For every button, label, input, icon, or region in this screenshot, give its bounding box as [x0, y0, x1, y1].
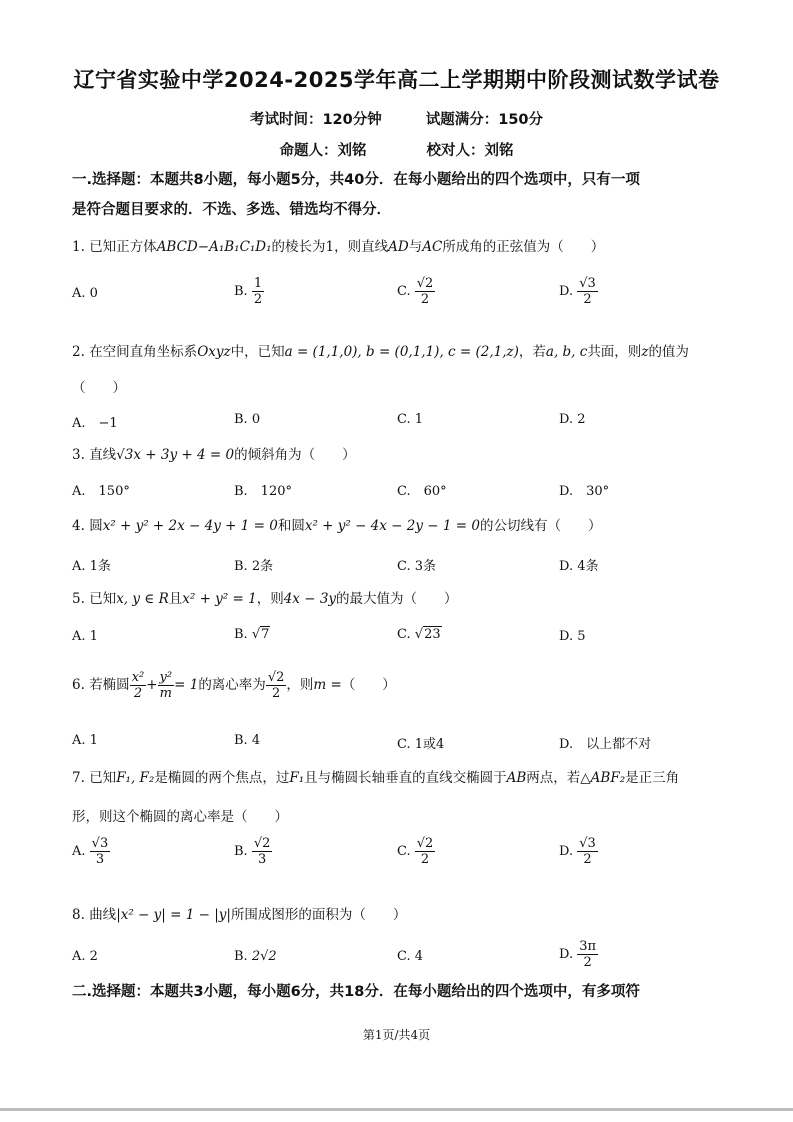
q2-option-b: B. 0 — [234, 412, 261, 427]
q2-option-c: C. 1 — [397, 412, 424, 427]
question-1: 1. 已知正方体ABCD−A₁B₁C₁D₁的棱长为1，则直线AD与AC所成角的正弦值为（ ） — [72, 239, 605, 255]
q6-option-b: B. 4 — [234, 733, 261, 748]
q1-option-d: D. $\frac{√3}{2}$ — [559, 276, 596, 307]
q4-option-b: B. 2条 — [234, 559, 274, 574]
exam-info-row-2 — [0, 139, 793, 160]
section-2-heading: 二.选择题：本题共3小题，每小题6分，共18分．在每小题给出的四个选项中，有多项符 — [72, 984, 640, 1000]
q5-option-d: D. 5 — [559, 629, 586, 644]
q3-option-b: B. 120° — [234, 484, 292, 499]
page-footer: 第1页/共4页 — [362, 1028, 431, 1042]
exam-author: 命题人：刘铭 — [279, 143, 367, 159]
q4-option-a: A. 1条 — [72, 559, 111, 574]
q5-option-c: C. √23 — [397, 627, 441, 642]
exam-info-row-1 — [0, 108, 793, 129]
q1-option-a: A. 0 — [72, 286, 98, 301]
q5-option-b: B. √7 — [234, 627, 270, 642]
q8-option-b: B. 2√2 — [234, 949, 277, 964]
exam-title: 辽宁省实验中学2024-2025学年高二上学期期中阶段测试数学试卷 — [73, 68, 720, 92]
exam-checker: 校对人：刘铭 — [426, 143, 514, 159]
q3-option-c: C. 60° — [397, 484, 447, 499]
question-8: 8. 曲线|x² − y| = 1 − |y|所围成图形的面积为（ ） — [72, 907, 407, 923]
q8-option-a: A. 2 — [72, 949, 98, 964]
exam-score: 试题满分：150分 — [425, 112, 544, 128]
q3-option-d: D. 30° — [559, 484, 610, 499]
question-3: 3. 直线√3x + 3y + 4 = 0的倾斜角为（ ） — [72, 447, 356, 463]
section-1-heading: 一.选择题：本题共8小题，每小题5分，共40分．在每小题给出的四个选项中，只有一项 是符合题目要求的．不选、多选、错选均不得分． — [72, 172, 640, 218]
q1-option-b: B. $\frac{1}{2}$ — [234, 276, 263, 307]
question-2-line-2: （ ） — [72, 380, 126, 396]
question-6: 6. 若椭圆 $\frac{\text{x²}}{2}$ + $\frac{\text{y²}}{m}$ = 1的离心率为 $\frac{√2}{2}$ ，则m =（ ） — [72, 670, 396, 701]
q4-option-d: D. 4条 — [559, 559, 599, 574]
q8-option-c: C. 4 — [397, 949, 424, 964]
question-5: 5. 已知x, y ∈ R且x² + y² = 1，则4x − 3y的最大值为（ ） — [72, 591, 458, 607]
exam-time: 考试时间：120分钟 — [249, 112, 382, 128]
page-bottom-divider — [0, 1108, 793, 1111]
q7-option-c: C. $\frac{√2}{2}$ — [397, 836, 434, 867]
q6-option-c: C. 1或4 — [397, 737, 445, 752]
q2-option-d: D. 2 — [559, 412, 586, 427]
q6-option-d: D. 以上都不对 — [559, 737, 652, 752]
q5-option-a: A. 1 — [72, 629, 98, 644]
q7-option-d: D. $\frac{√3}{2}$ — [559, 836, 596, 867]
q6-option-a: A. 1 — [72, 733, 98, 748]
question-7: 7. 已知F₁, F₂是椭圆的两个焦点，过F₁且与椭圆长轴垂直的直线交椭圆于AB两点，若△ABF₂是正三角 — [72, 770, 680, 786]
q7-option-b: B. $\frac{√2}{3}$ — [234, 836, 271, 867]
q3-option-a: A. 150° — [72, 484, 130, 499]
question-4: 4. 圆x² + y² + 2x − 4y + 1 = 0和圆x² + y² − 4x − 2y − 1 = 0的公切线有（ ） — [72, 518, 602, 534]
q4-option-c: C. 3条 — [397, 559, 437, 574]
q8-option-d: D. $\frac{3\pi}{2}$ — [559, 939, 597, 970]
question-7-line-2: 形，则这个椭圆的离心率是（ ） — [72, 809, 288, 825]
q1-option-c: C. $\frac{√2}{2}$ — [397, 276, 434, 307]
q7-option-a: A. $\frac{√3}{3}$ — [72, 836, 109, 867]
q2-option-a: A. −1 — [72, 416, 118, 431]
question-2: 2. 在空间直角坐标系Oxyz中，已知a = (1,1,0), b = (0,1,1), c = (2,1,z)，若a, b, c共面，则z的值为 — [72, 344, 689, 360]
